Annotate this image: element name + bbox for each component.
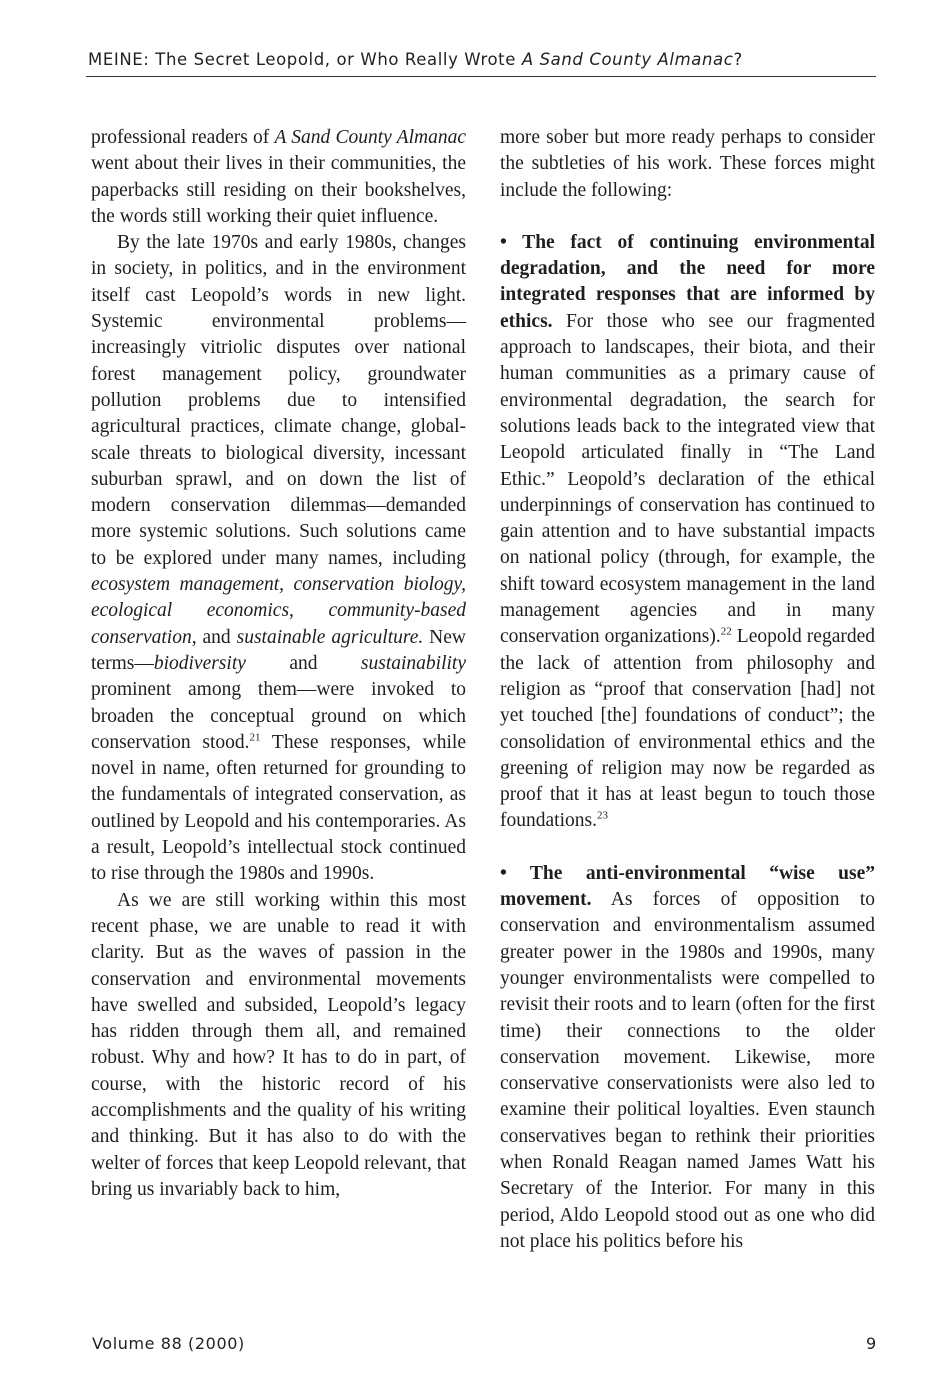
bullet-heading: • The fact of continuing environmental degradation, and the need for more integrated responses that are informed by ethics.: [500, 231, 875, 332]
text-run: professional readers of: [91, 127, 275, 148]
italic-term: sustainability: [360, 652, 466, 674]
right-column: [500, 125, 875, 1255]
text-run: As forces of opposition to conservation and environmentalism assumed greater power in the 1980s and 1990s, many younger environmentalists were compelled to revisit their roots and to learn (often for the first time) their connections to the older conservation movement. Likewise, more conservative conservationists were also led to examine their political loyalties. Even staunch conservatives began to rethink their priorities when Ronald Reagan named James Watt his Secretary of the Interior. For many in this period, Aldo Leopold stood out as one who did not place his politics before his: [500, 889, 875, 1252]
text-run: By the late 1970s and early 1980s, changes in society, in politics, and in the environment itself cast Leopold’s words in new light. Systemic environmental problems—increasingly vitriolic disputes over national forest management policy, groundwater pollution problems due to intensified agricultural practices, climate change, global-scale threats to biological diversity, incessant suburban sprawl, and on down the list of modern conservation dilemmas—demanded more systemic solutions. Such solutions came to be explored under many names, including: [91, 232, 466, 569]
footnote-marker: 22: [720, 625, 732, 638]
text-run: and: [245, 652, 361, 674]
italic-term: biodiversity: [153, 652, 246, 674]
text-run: went about their lives in their communities, the paperbacks still residing on their bookshelves, the words still working their quiet influence.: [91, 153, 466, 227]
footer-journal-volume: Volume 88 (2000): [92, 1334, 245, 1353]
text-run: and: [196, 626, 237, 648]
left-paragraph-2: [91, 230, 466, 887]
left-column: [91, 125, 466, 1203]
text-run: prominent among them—were invoked to broaden the conceptual ground on which conservation stood.: [91, 679, 466, 753]
book-title-italic: A Sand County Almanac: [274, 127, 466, 148]
header-prefix: MEINE: The Secret Leopold, or Who Really Wrote: [88, 50, 522, 69]
running-header: [88, 50, 873, 69]
left-paragraph-3: As we are still working within this most recent phase, we are unable to read it with clarity. But as the waves of passion in the conservation and environmental movements have swelled and subsided, Leopold’s legacy has ridden through them all, and remained robust. Why and how? It has to do in part, of course, with the historic record of his accomplishments and the quality of his writing and thinking. But it has also to do with the welter of forces that keep Leopold relevant, that bring us invariably back to him,: [91, 889, 466, 1200]
text-run: For those who see our fragmented approach to landscapes, their biota, and their human communities as a primary cause of environmental degradation, the search for solutions leads back to the integrated view that Leopold articulated finally in “The Land Ethic.” Leopold’s declaration of the ethical underpinnings of conservation has continued to gain attention and to have substantial impacts on national policy (through, for example, the shift toward ecosystem management in the land management agencies and in many conservation organizations).: [500, 310, 875, 648]
bullet-environmental-degradation: [500, 230, 875, 835]
italic-term: sustainable agriculture.: [236, 626, 424, 648]
italic-terms: ecosystem management, conservation biology, ecological economics, community-based conservation,: [91, 574, 466, 648]
right-paragraph-1: more sober but more ready perhaps to consider the subtleties of his work. These forces might include the following:: [500, 127, 875, 201]
footnote-marker: 23: [596, 809, 608, 822]
left-paragraph-1: [91, 125, 466, 230]
bullet-wise-use-movement: [500, 861, 875, 1255]
header-book-title: A Sand County Almanac: [521, 50, 734, 69]
footnote-marker: 21: [249, 731, 261, 744]
text-run: Leopold regarded the lack of attention from philosophy and religion as “proof that conservation [had] not yet touched [the] foundations of conduct”; the consolidation of environmental ethics and the greening of religion may now be regarded as proof that it has at least begun to touch those foundations.: [500, 626, 876, 832]
header-rule: [86, 76, 876, 77]
text-run: New terms—: [91, 626, 467, 674]
text-run: These responses, while novel in name, often returned for grounding to the fundamentals of integrated conservation, as outlined by Leopold and his contemporaries. As a result, Leopold’s intellectual stock continued to rise through the 1980s and 1990s.: [91, 731, 466, 885]
header-suffix: ?: [733, 50, 743, 69]
page-number: 9: [866, 1334, 877, 1353]
bullet-heading: • The anti-environmental “wise use” movement.: [500, 862, 875, 911]
